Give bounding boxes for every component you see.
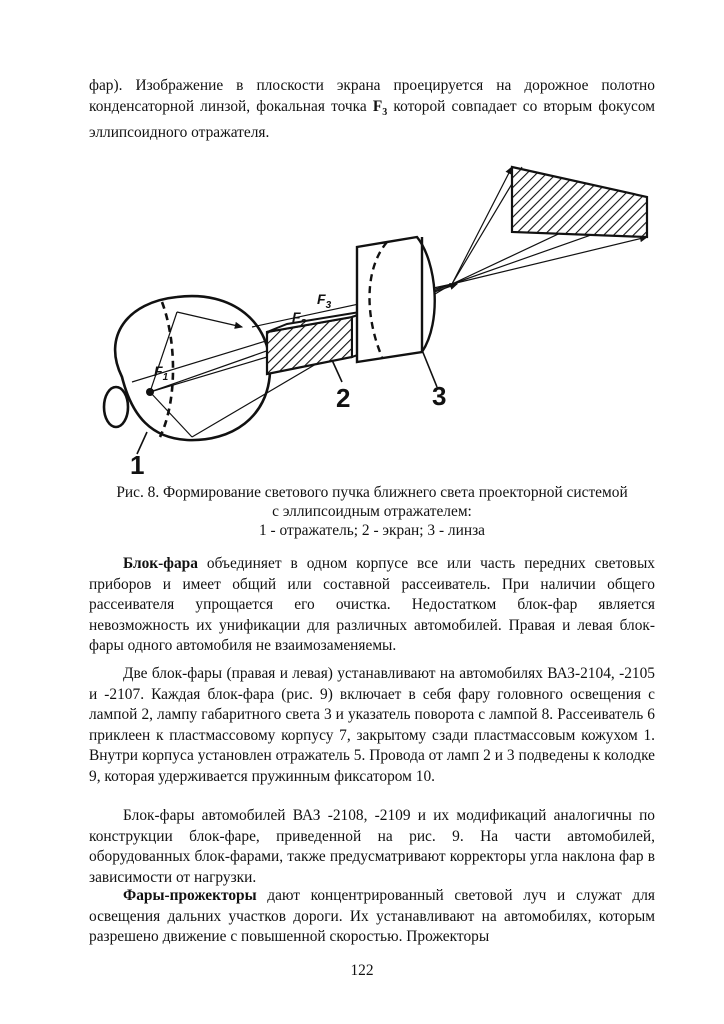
label-reflector: 1 <box>130 450 145 480</box>
block-headlight-text: объединяет в одном корпусе все или часть передних световых приборов и имеет общий или составной рассеиватель. При наличии общего рассеивателя упрощается его очистка. Недостатком блок-фар является невозможность их унификации для различных автомобилей. Правая и левая блок-фары одного автомобиля не взаимозаменяемы. <box>89 555 655 654</box>
vaz-2104-text: Две блок-фары (правая и левая) устанавливают на автомобилях ВАЗ-2104, -2105 и -2107. Каждая блок-фара (рис. 9) включает в себя фару головного освещения с лампой 2, лампу габаритного света 3 и указатель поворота с лампой 8. Рассеиватель 6 приклеен к пластмассовому корпусу 7, закрытому сзади пластмассовым кожухом 1. Внутри корпуса установлен отражатель 5. Провода от ламп 2 и 3 подведены к колодке 9, которая удерживается пружинным фиксатором 10. <box>89 665 655 785</box>
reflector <box>104 296 270 440</box>
block-headlight-paragraph <box>89 554 655 657</box>
label-lens: 3 <box>432 381 447 411</box>
label-screen: 2 <box>336 383 351 413</box>
target-plane <box>512 167 647 237</box>
caption-line-3: 1 - отражатель; 2 - экран; 3 - линза <box>259 522 485 539</box>
intro-text-before: фар). Изображение в плоскости экрана проецируется на дорожное полотно конденсаторной линзой, фокальная точка <box>89 77 655 115</box>
label-f3: $F_3$ <box>317 291 332 311</box>
block-headlight-term: Блок-фара <box>123 555 198 572</box>
caption-line-2: с эллипсоидным отражателем: <box>272 503 472 520</box>
focus-points <box>146 388 154 396</box>
intro-paragraph <box>89 76 655 144</box>
focal-point-label: $F_3$ <box>372 97 388 118</box>
label-f2: $F_2$ <box>292 309 307 329</box>
label-f1: $F_1$ <box>154 363 169 383</box>
spotlights-term: Фары-прожекторы <box>123 887 257 904</box>
caption-line-1: Рис. 8. Формирование светового пучка ближнего света проекторной системой <box>116 484 628 501</box>
projector-optics-figure <box>92 162 658 480</box>
vaz-2104-paragraph <box>89 664 655 787</box>
figure-caption <box>80 483 664 540</box>
vaz-2108-paragraph <box>89 806 655 888</box>
page-number: 122 <box>350 962 374 979</box>
spotlights-text: дают концентрированный световой луч и служат для освещения дальних участков дороги. Их устанавливают на автомобилях, которым разрешено движение с повышенной скоростью. Прожекторы <box>89 887 655 945</box>
lens <box>357 237 435 362</box>
vaz-2108-text: Блок-фары автомобилей ВАЗ -2108, -2109 и их модификаций аналогичны по конструкции блок-фаре, приведенной на рис. 9. На части автомобилей, оборудованных блок-фарами, также предусматривают корректоры угла наклона фар в зависимости от нагрузки. <box>89 807 655 886</box>
spotlights-paragraph <box>89 886 655 948</box>
intro-text-after: которой совпадает со вторым фокусом эллипсоидного отражателя. <box>89 97 655 142</box>
